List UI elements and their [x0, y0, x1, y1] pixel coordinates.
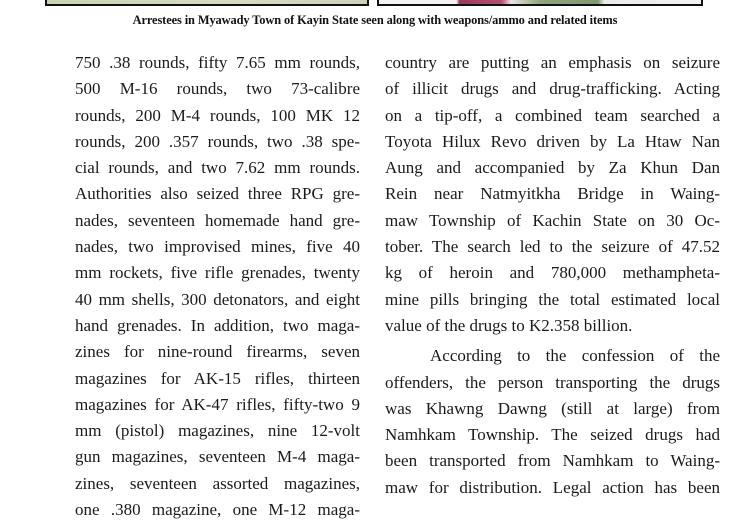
text-line: mine pills bringing the total estimated local [385, 289, 720, 309]
text-line: tober. The search led to the seizure of 47.52 [385, 237, 720, 257]
text-line: Aung and accompanied by Za Khun Dan [385, 158, 720, 178]
text-line: Authorities also seized three RPG gre- [75, 184, 360, 204]
text-line: maw Township of Kachin State on 30 Oc- [385, 210, 720, 230]
text-line: 40 mm shells, 300 detonators, and eight [75, 289, 360, 309]
text-line: maw for distribution. Legal action has been [385, 477, 720, 497]
article-column-left [75, 50, 360, 523]
text-line: Namhkam Township. The seized drugs had [385, 425, 720, 445]
paragraph-2 [385, 343, 720, 501]
text-line: Toyota Hilux Revo driven by La Htaw Nan [385, 131, 720, 151]
text-line: kg of heroin and 780,000 methampheta- [385, 263, 720, 283]
text-line: magazines for AK-15 rifles, thirteen [75, 368, 360, 388]
text-line: country are putting an emphasis on seizure [385, 53, 720, 72]
text-line: gun magazines, seventeen M-4 maga- [75, 447, 360, 467]
text-line: zines for nine-round firearms, seven [75, 342, 360, 362]
text-line: been transported from Namhkam to Waing- [385, 451, 720, 471]
text-line: mm (pistol) magazines, nine 12-volt [75, 421, 360, 441]
text-line: rounds, 200 M-4 rounds, 100 MK 12 [75, 105, 360, 125]
paragraph-1 [385, 50, 720, 339]
text-line: zines, seventeen assorted magazines, [75, 473, 360, 493]
text-line: one .380 magazine, one M-12 maga- [75, 500, 360, 520]
text-line: 500 M-16 rounds, two 73-calibre [75, 79, 360, 99]
text-line: Rein near Natmyitkha Bridge in Waing- [385, 184, 720, 204]
text-line: of illicit drugs and drug-trafficking. Acting [385, 79, 720, 99]
text-line: offenders, the person transporting the drugs [385, 372, 720, 392]
photo-right [377, 0, 703, 6]
text-line: hand grenades. In addition, two maga- [75, 315, 360, 335]
text-line: magazines for AK-47 rifles, fifty-two 9 [75, 394, 360, 414]
text-line: value of the drugs to K2.358 billion. [385, 315, 633, 335]
text-line: rounds, 200 .357 rounds, two .38 spe- [75, 131, 360, 151]
text-line: According to the confession of the [430, 346, 720, 366]
text-line: nades, two improvised mines, five 40 [75, 237, 360, 257]
photo-left [45, 0, 369, 6]
photo-caption: Arrestees in Myawady Town of Kayin State seen along with weapons/ammo and related items [132, 13, 618, 27]
article-column-right [385, 50, 720, 501]
text-line: nades, seventeen homemade hand gre- [75, 210, 360, 230]
text-line: was Khawng Dawng (still at large) from [385, 398, 720, 418]
text-line: mm rockets, five rifle grenades, twenty [75, 263, 360, 283]
text-line: 750 .38 rounds, fifty 7.65 mm rounds, [75, 53, 360, 72]
text-line: cial rounds, and two 7.62 mm rounds. [75, 158, 360, 178]
text-line: on a tip-off, a combined team searched a [385, 105, 720, 125]
